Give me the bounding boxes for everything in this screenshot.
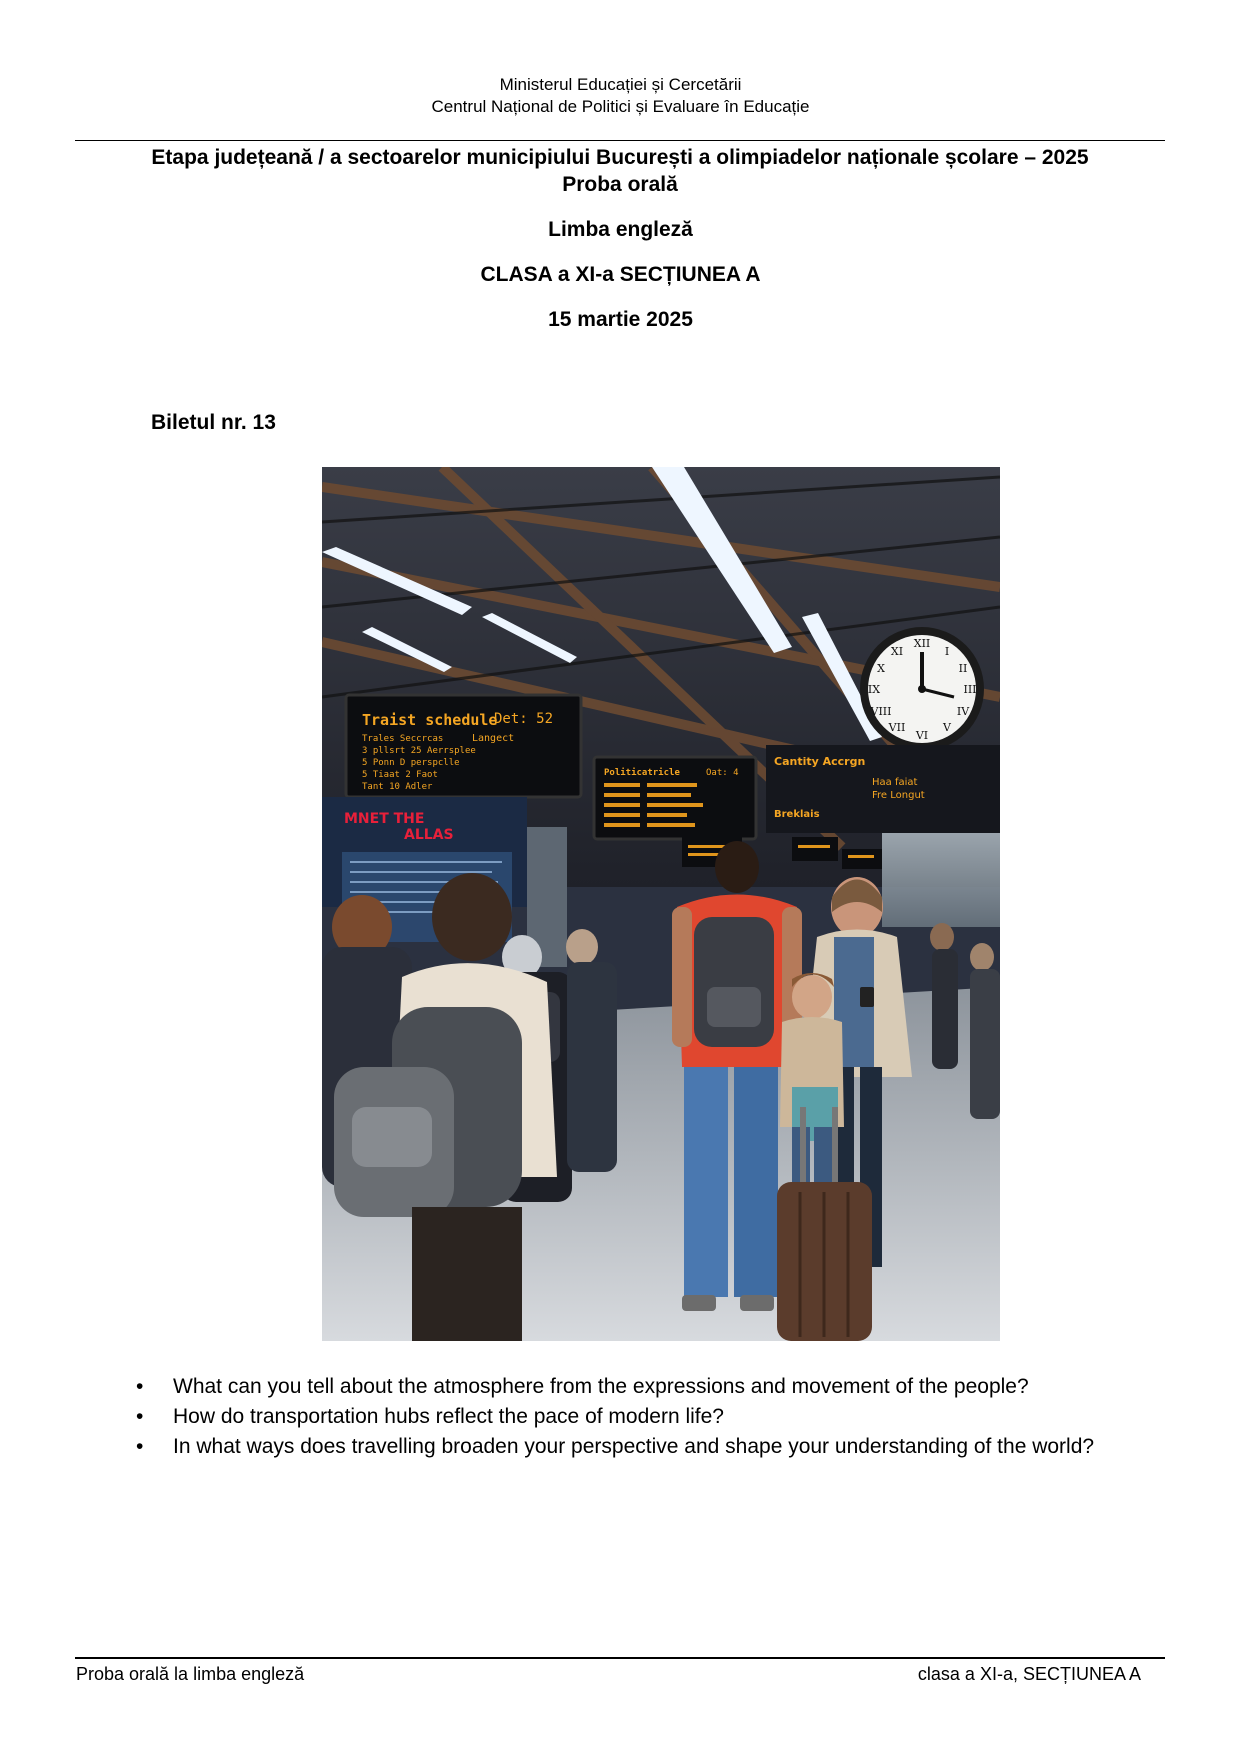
board-right-side: Haa faiat bbox=[872, 777, 918, 788]
svg-text:VII: VII bbox=[888, 721, 906, 734]
footer-left: Proba orală la limba engleză bbox=[76, 1664, 305, 1684]
board-left-title: Traist schedule bbox=[362, 711, 498, 729]
svg-text:X: X bbox=[877, 662, 885, 675]
question-item: • In what ways does travelling broaden your perspective and shape your understanding of the world? bbox=[130, 1432, 1190, 1462]
departure-board-left bbox=[346, 695, 581, 797]
exam-title-block bbox=[60, 144, 1180, 198]
svg-text:VI: VI bbox=[915, 729, 929, 742]
wall-sign: MNET THE bbox=[344, 811, 425, 827]
station-clock bbox=[860, 627, 984, 751]
svg-text:VIII: VIII bbox=[870, 705, 892, 718]
question-list bbox=[130, 1372, 1190, 1462]
board-right-side: Fre Longut bbox=[872, 790, 925, 801]
train-station-photo bbox=[322, 467, 1000, 1341]
exam-class-section: CLASA a XI-a SECȚIUNEA A bbox=[480, 263, 761, 286]
svg-text:V: V bbox=[943, 721, 951, 734]
exam-subject: Limba engleză bbox=[548, 218, 693, 241]
svg-text:XI: XI bbox=[890, 645, 904, 658]
board-left-row: Trales Seccrcas bbox=[362, 734, 444, 744]
board-right-bottom: Breklais bbox=[774, 809, 820, 820]
backpack bbox=[694, 917, 774, 1047]
svg-text:I: I bbox=[944, 645, 950, 658]
svg-text:IV: IV bbox=[956, 705, 970, 718]
question-item: • How do transportation hubs reflect the pace of modern life? bbox=[130, 1402, 1190, 1432]
center-name: Centrul Național de Politici și Evaluare în Educație bbox=[431, 97, 810, 116]
header-divider bbox=[75, 140, 1165, 141]
footer-divider bbox=[75, 1657, 1165, 1659]
svg-text:XII: XII bbox=[913, 637, 931, 650]
svg-text:II: II bbox=[958, 662, 968, 675]
board-left-row: Tant 10 Adler bbox=[362, 782, 433, 792]
board-left-row: 5 Tiaat 2 Faot bbox=[362, 770, 438, 780]
departure-board-middle bbox=[594, 757, 756, 839]
board-left-row: 3 pllsrt 25 Aerrsplee bbox=[362, 746, 476, 756]
board-mid-title: Politicatricle bbox=[604, 768, 680, 778]
svg-text:III: III bbox=[963, 683, 977, 696]
svg-text:IX: IX bbox=[867, 683, 881, 696]
exam-date: 15 martie 2025 bbox=[548, 308, 693, 331]
exam-title: Etapa județeană / a sectoarelor municipiului București a olimpiadelor naționale școlare – 2025 bbox=[151, 146, 1089, 169]
board-left-row: 5 Ponn D perspclle bbox=[362, 758, 460, 768]
question-item: • What can you tell about the atmosphere from the expressions and movement of the people? bbox=[130, 1372, 1190, 1402]
document-header bbox=[0, 74, 1241, 118]
wall-sign: ALLAS bbox=[404, 827, 454, 843]
exam-subtitle: Proba orală bbox=[562, 173, 678, 196]
ticket-number: Biletul nr. 13 bbox=[151, 411, 276, 434]
board-mid-code: Oat: 4 bbox=[706, 768, 739, 778]
footer-right: clasa a XI-a, SECȚIUNEA A bbox=[917, 1664, 1141, 1684]
departure-board-right bbox=[766, 745, 1000, 833]
board-left-side: Langect bbox=[472, 733, 515, 744]
ministry-name: Ministerul Educației și Cercetării bbox=[499, 75, 742, 94]
board-right-title: Cantity Accrgn bbox=[774, 755, 866, 768]
board-left-code: Det: 52 bbox=[494, 711, 554, 727]
